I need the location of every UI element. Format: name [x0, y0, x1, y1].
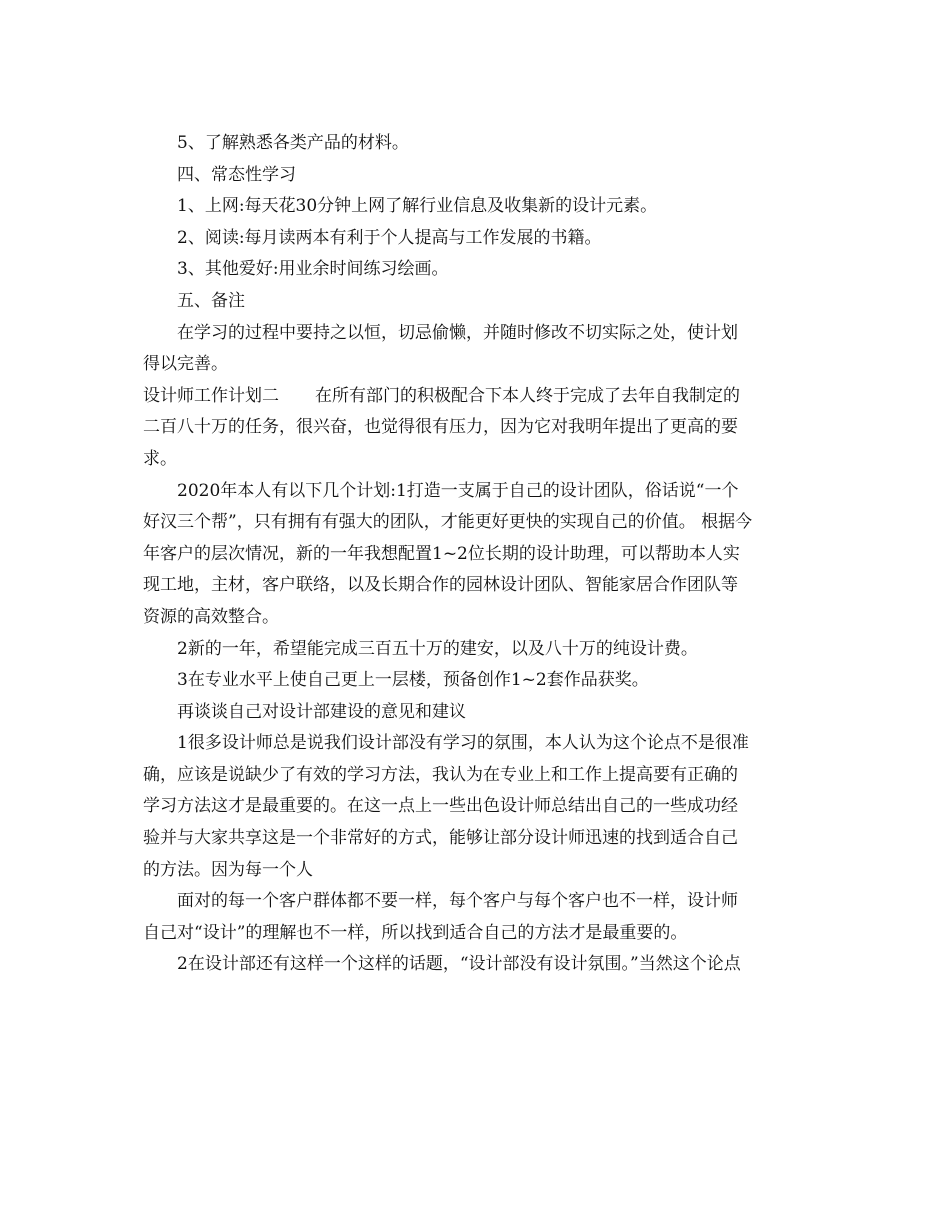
paragraph-line: 资源的高效整合。	[143, 606, 279, 627]
section-heading: 再谈谈自己对设计部建设的意见和建议	[177, 701, 466, 722]
paragraph-line: 确，应该是说缺少了有效的学习方法，我认为在专业上和工作上提高要有正确的	[143, 764, 738, 785]
paragraph-line: 2新的一年，希望能完成三百五十万的建安，以及八十万的纯设计费。	[177, 638, 698, 659]
list-item: 2、阅读:每月读两本有利于个人提高与工作发展的书籍。	[177, 227, 602, 248]
paragraph-line: 面对的每一个客户群体都不要一样，每个客户与每个客户也不一样，设计师	[177, 891, 738, 912]
plan-title: 设计师工作计划二	[143, 385, 279, 406]
section-heading: 五、备注	[177, 290, 245, 311]
paragraph-line: 验并与大家共享这是一个非常好的方式，能够让部分设计师迅速的找到适合自己	[143, 828, 738, 849]
list-item: 3、其他爱好:用业余时间练习绘画。	[177, 259, 449, 280]
paragraph-line: 现工地，主材，客户联络，以及长期合作的园林设计团队、智能家居合作团队等	[143, 575, 738, 596]
paragraph-line: 好汉三个帮”，只有拥有有强大的团队，才能更好更快的实现自己的价值。 根据今	[143, 512, 753, 533]
paragraph-line: 学习方法这才是最重要的。在这一点上一些出色设计师总结出自己的一些成功经	[143, 796, 738, 817]
paragraph-line: 在学习的过程中要持之以恒，切忌偷懒，并随时修改不切实际之处，使计划	[177, 322, 738, 343]
list-item: 1、上网:每天花30分钟上网了解行业信息及收集新的设计元素。	[177, 196, 658, 217]
document-body	[143, 128, 807, 981]
paragraph-line: 年客户的层次情况，新的一年我想配置1~2位长期的设计助理，可以帮助本人实	[143, 543, 740, 564]
paragraph-line: 3在专业水平上使自己更上一层楼，预备创作1~2套作品获奖。	[177, 670, 649, 691]
plan-intro: 在所有部门的积极配合下本人终于完成了去年自我制定的	[315, 385, 740, 406]
paragraph-line: 得以完善。	[143, 354, 228, 375]
paragraph-line: 二百八十万的任务，很兴奋，也觉得很有压力，因为它对我明年提出了更高的要	[143, 417, 738, 438]
section-heading: 四、常态性学习	[177, 164, 296, 185]
list-item: 5、了解熟悉各类产品的材料。	[177, 133, 409, 153]
paragraph-line: 2020年本人有以下几个计划:1打造一支属于自己的设计团队，俗话说“一个	[177, 480, 739, 501]
paragraph-line	[143, 381, 807, 413]
paragraph-line: 的方法。因为每一个人	[143, 859, 313, 880]
paragraph-line: 1很多设计师总是说我们设计部没有学习的氛围，本人认为这个论点不是很准	[177, 733, 749, 754]
paragraph-line: 2在设计部还有这样一个这样的话题，“设计部没有设计氛围。”当然这个论点	[177, 954, 741, 975]
paragraph-line: 自己对“设计”的理解也不一样，所以找到适合自己的方法才是最重要的。	[143, 922, 688, 943]
paragraph-line: 求。	[143, 448, 177, 469]
